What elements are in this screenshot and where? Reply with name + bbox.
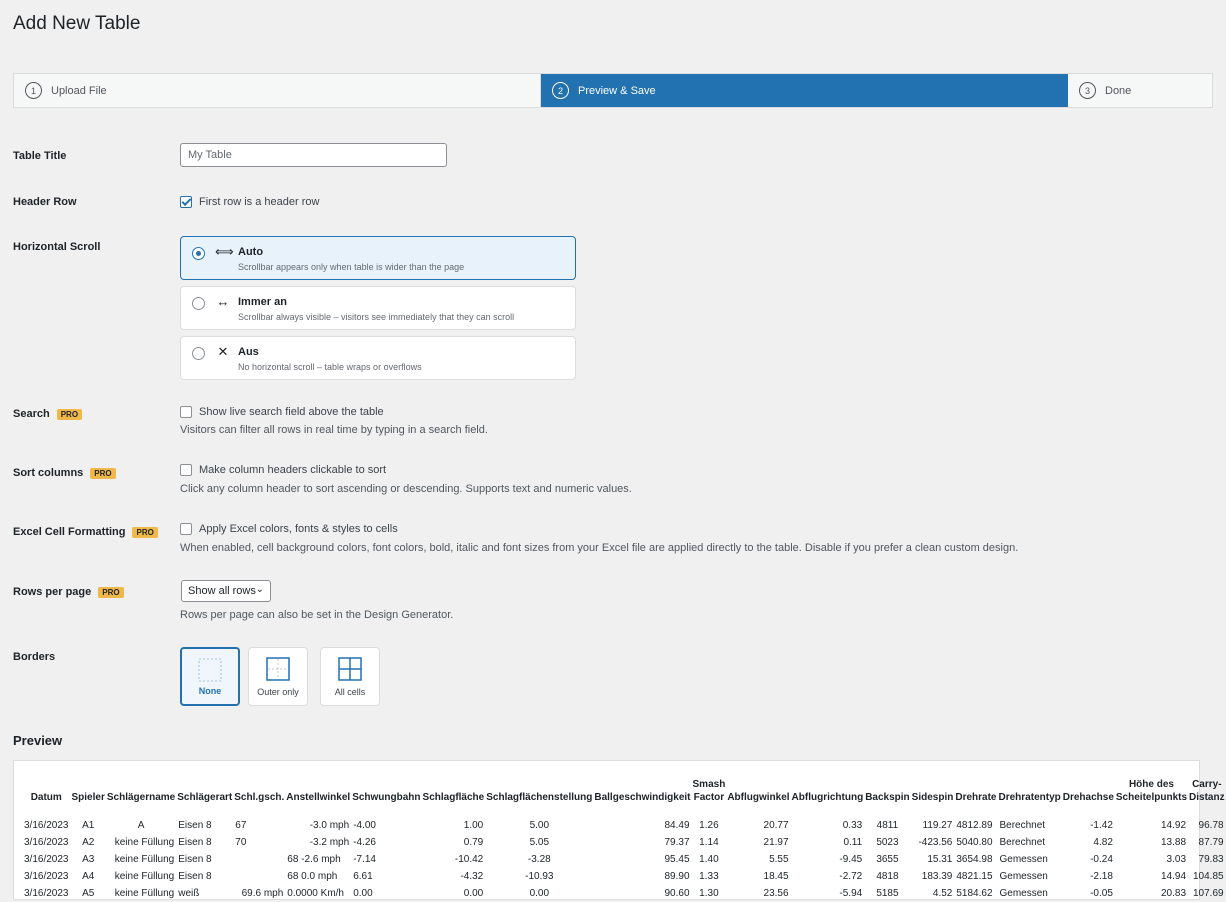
table-row <box>22 851 1226 868</box>
table-cell: Berechnet <box>999 820 1046 831</box>
table-cell: 20.83 <box>1160 888 1187 899</box>
table-cell: 79.37 <box>664 837 690 848</box>
scroll-option-auto[interactable] <box>180 236 576 280</box>
excel-checkbox-row[interactable] <box>180 523 398 535</box>
table-cell: 0.00 <box>463 888 484 899</box>
horizontal-double-arrow-icon: ⟺ <box>215 244 234 259</box>
table-cell: Gemessen <box>999 854 1048 865</box>
table-cell: 3/16/2023 <box>24 837 69 848</box>
table-cell: 0.00 <box>529 888 550 899</box>
search-checkbox-label: Show live search field above the table <box>199 406 384 418</box>
table-cell: -0.05 <box>1090 888 1113 899</box>
table-cell: -3.28 <box>527 854 551 865</box>
table-cell: 3/16/2023 <box>24 820 69 831</box>
scroll-option-title: Immer an <box>238 296 287 308</box>
column-header: Spieler <box>71 792 105 803</box>
table-cell: A3 <box>82 854 95 865</box>
column-header: Ballgeschwindigkeit <box>594 792 691 803</box>
label-text: Borders <box>13 651 56 663</box>
table-cell <box>233 868 285 885</box>
table-cell: keine Füllung <box>114 837 175 848</box>
table-cell: 84.49 <box>664 820 690 831</box>
rows-per-page-select[interactable] <box>181 580 271 602</box>
table-cell: 14.92 <box>1160 820 1187 831</box>
table-cell: 67 <box>235 820 247 831</box>
table-cell: A5 <box>82 888 95 899</box>
preview-heading: Preview <box>13 733 63 748</box>
table-cell: -4.32 <box>460 871 484 882</box>
scroll-option-always[interactable] <box>180 286 576 330</box>
sort-checkbox-label: Make column headers clickable to sort <box>199 464 387 476</box>
search-checkbox[interactable] <box>180 406 192 418</box>
sort-checkbox[interactable] <box>180 464 192 476</box>
no-border-icon <box>198 658 222 682</box>
table-cell: 5.00 <box>529 820 550 831</box>
table-cell: -10.42 <box>454 854 484 865</box>
table-row <box>22 817 1226 834</box>
border-option-none[interactable] <box>180 647 240 706</box>
preview-table <box>22 778 1226 902</box>
table-row <box>22 868 1226 885</box>
chevron-down-icon: ⌄ <box>255 584 264 595</box>
excel-checkbox-label: Apply Excel colors, fonts & styles to cells <box>199 523 398 535</box>
column-header: Smash Factor <box>692 779 726 803</box>
table-cell: 1.00 <box>463 820 484 831</box>
excel-formatting-label <box>13 526 158 538</box>
table-cell: 3654.98 <box>956 854 993 865</box>
table-cell: 23.56 <box>763 888 789 899</box>
table-cell: 3/16/2023 <box>24 854 69 865</box>
pro-badge: PRO <box>132 527 157 538</box>
table-cell: 3655 <box>876 854 899 865</box>
scroll-off-radio[interactable] <box>192 347 205 360</box>
rows-per-page-help-text: Rows per page can also be set in the Design Generator. <box>180 609 454 621</box>
table-cell: -3.2 mph <box>309 837 350 848</box>
x-icon: ✕ <box>217 344 229 359</box>
table-title-label <box>13 150 66 162</box>
table-cell: -0.24 <box>1090 854 1113 865</box>
table-cell: 1.30 <box>699 888 719 899</box>
label-text: Header Row <box>13 196 77 208</box>
search-checkbox-row[interactable] <box>180 406 384 418</box>
table-cell: 183.39 <box>921 871 953 882</box>
column-header: Schlagflächenstellung <box>486 792 593 803</box>
excel-help-text: When enabled, cell background colors, font colors, bold, italic and font sizes from your Excel file are applied directly to the table. Disable if you prefer a clean custom design. <box>180 542 1019 554</box>
column-header: Drehratentyp <box>998 792 1061 803</box>
table-cell: Gemessen <box>999 888 1048 899</box>
table-cell: 13.88 <box>1160 837 1187 848</box>
table-cell: -9.45 <box>839 854 863 865</box>
table-cell: Eisen 8 <box>178 854 212 865</box>
table-title-input[interactable] <box>180 143 447 167</box>
search-label <box>13 408 82 420</box>
table-cell: 4.52 <box>932 888 953 899</box>
column-header: Drehachse <box>1062 792 1114 803</box>
pro-badge: PRO <box>57 409 82 420</box>
outer-border-icon <box>266 657 290 681</box>
table-cell: 0.33 <box>842 820 863 831</box>
table-row <box>22 885 1226 902</box>
table-cell: 104.85 <box>1192 871 1224 882</box>
pro-badge: PRO <box>90 468 115 479</box>
border-option-label: None <box>198 686 222 696</box>
table-cell: 90.60 <box>664 888 690 899</box>
excel-checkbox[interactable] <box>180 523 192 535</box>
table-cell: 14.94 <box>1160 871 1187 882</box>
table-cell: 18.45 <box>763 871 789 882</box>
table-cell: 0.11 <box>843 837 863 848</box>
table-cell: 1.26 <box>699 820 719 831</box>
select-value: Show all rows <box>188 585 256 597</box>
border-option-label: Outer only <box>257 687 299 697</box>
table-cell: 4821.15 <box>956 871 993 882</box>
table-cell: -5.94 <box>839 888 863 899</box>
table-cell: 70 <box>235 837 247 848</box>
table-cell: weiß <box>178 888 200 899</box>
table-cell: 69.6 mph <box>241 888 284 899</box>
table-cell: -3.0 mph <box>309 820 350 831</box>
search-help-text: Visitors can filter all rows in real time by typing in a search field. <box>180 424 488 436</box>
page-title: Add New Table <box>13 13 141 34</box>
border-option-all[interactable] <box>320 647 380 706</box>
scroll-option-desc: No horizontal scroll – table wraps or overflows <box>238 362 422 372</box>
table-cell: 107.69 <box>1192 888 1224 899</box>
table-cell: 1.14 <box>699 837 719 848</box>
header-row-checkbox-row[interactable] <box>180 196 319 208</box>
table-cell: Eisen 8 <box>178 837 212 848</box>
table-cell: Berechnet <box>999 837 1046 848</box>
table-cell: Eisen 8 <box>178 820 212 831</box>
column-header: Abflugrichtung <box>791 792 864 803</box>
table-cell: 89.90 <box>664 871 690 882</box>
table-cell: -4.26 <box>353 837 376 848</box>
header-row-checkbox-label: First row is a header row <box>199 196 320 208</box>
table-cell: 3/16/2023 <box>24 871 69 882</box>
table-cell: 5.05 <box>529 837 550 848</box>
scroll-option-title: Auto <box>238 246 264 258</box>
table-cell: A2 <box>82 837 95 848</box>
table-header-row <box>22 778 1226 817</box>
borders-label <box>13 651 55 663</box>
sort-columns-label <box>13 467 116 479</box>
column-header: Carry-Distanz <box>1189 779 1225 803</box>
rows-per-page-label <box>13 586 124 598</box>
table-cell: 5185 <box>876 888 899 899</box>
table-cell: 79.83 <box>1198 854 1224 865</box>
table-cell: A1 <box>82 820 95 831</box>
label-text: Rows per page <box>13 586 92 598</box>
label-text: Horizontal Scroll <box>13 241 101 253</box>
table-cell: -2.72 <box>839 871 863 882</box>
table-cell: -423.56 <box>918 837 953 848</box>
table-cell: keine Füllung <box>114 888 175 899</box>
step-label: Upload File <box>51 84 107 97</box>
table-cell: -1.42 <box>1090 820 1113 831</box>
table-cell: A4 <box>82 871 95 882</box>
scroll-option-desc: Scrollbar appears only when table is wider than the page <box>238 262 465 272</box>
table-cell: -4.00 <box>353 820 376 831</box>
column-header: Sidespin <box>911 792 954 803</box>
sort-help-text: Click any column header to sort ascending or descending. Supports text and numeric values. <box>180 483 632 495</box>
table-cell: 4.82 <box>1093 837 1113 848</box>
column-header: Schlagfläche <box>422 792 485 803</box>
table-cell: 0.79 <box>463 837 484 848</box>
border-option-label: All cells <box>334 687 366 697</box>
sort-checkbox-row[interactable] <box>180 464 386 476</box>
pro-badge: PRO <box>98 587 123 598</box>
header-row-label <box>13 196 77 208</box>
table-cell: 20.77 <box>763 820 789 831</box>
table-cell: 96.78 <box>1198 820 1224 831</box>
table-cell: keine Füllung <box>114 854 175 865</box>
table-cell: 6.61 <box>353 871 373 882</box>
table-cell: 21.97 <box>763 837 789 848</box>
table-cell: 1.33 <box>699 871 719 882</box>
table-cell: keine Füllung <box>114 871 175 882</box>
table-cell: -2.18 <box>1090 871 1113 882</box>
table-cell: -10.93 <box>525 871 554 882</box>
table-cell: Gemessen <box>999 871 1048 882</box>
table-cell: 1.40 <box>699 854 719 865</box>
step-number: 1 <box>25 82 42 99</box>
scroll-always-radio[interactable] <box>192 297 205 310</box>
table-cell: 15.31 <box>927 854 953 865</box>
scroll-option-desc: Scrollbar always visible – visitors see immediately that they can scroll <box>238 312 515 322</box>
horizontal-scroll-label <box>13 241 100 253</box>
column-header: Drehrate <box>955 792 997 803</box>
step-upload-file[interactable] <box>14 74 541 107</box>
label-text: Excel Cell Formatting <box>13 526 126 538</box>
table-cell: 119.27 <box>922 820 953 831</box>
table-cell: 5184.62 <box>956 888 993 899</box>
column-header: Anstellwinkel <box>286 792 351 803</box>
table-row <box>22 834 1226 851</box>
table-cell: 3.03 <box>1166 854 1187 865</box>
wizard-stepper <box>13 73 1213 108</box>
table-cell: 4811 <box>876 820 899 831</box>
table-cell: 95.45 <box>664 854 690 865</box>
column-header: Datum <box>30 792 62 803</box>
table-cell: 68 0.0 mph <box>287 871 338 882</box>
table-cell: 0.0000 Km/h <box>287 888 344 899</box>
table-cell: 68 -2.6 mph <box>287 854 341 865</box>
column-header: Abflugwinkel <box>727 792 790 803</box>
table-cell: A <box>137 820 145 831</box>
column-header: Backspin <box>865 792 910 803</box>
preview-table-container[interactable] <box>13 760 1225 900</box>
column-header: Schlägerart <box>177 792 233 803</box>
step-preview-save[interactable] <box>541 74 1068 107</box>
table-cell: 5.55 <box>769 854 789 865</box>
table-cell: 5023 <box>876 837 899 848</box>
table-cell: 4818 <box>876 871 899 882</box>
scroll-auto-radio[interactable] <box>192 247 205 260</box>
table-cell: 87.79 <box>1198 837 1224 848</box>
column-header: Schwungbahn <box>352 792 421 803</box>
border-option-outer[interactable] <box>248 647 308 706</box>
step-done[interactable] <box>1068 74 1212 107</box>
step-number: 3 <box>1079 82 1096 99</box>
label-text: Sort columns <box>13 467 84 479</box>
column-header: Schl.gsch. <box>234 792 285 803</box>
table-cell: 4812.89 <box>956 820 993 831</box>
table-cell: -7.14 <box>353 854 376 865</box>
scroll-option-off[interactable] <box>180 336 576 380</box>
header-row-checkbox[interactable] <box>180 196 192 208</box>
column-header: Höhe des Scheitelpunkts <box>1115 779 1188 803</box>
label-text: Table Title <box>13 150 67 162</box>
column-header: Schlägername <box>106 792 176 803</box>
left-right-arrow-icon: ↔ <box>216 294 230 309</box>
table-cell <box>233 851 285 868</box>
step-label: Done <box>1105 84 1132 97</box>
label-text: Search <box>13 408 50 420</box>
table-cell: 3/16/2023 <box>24 888 69 899</box>
table-cell: Eisen 8 <box>178 871 212 882</box>
step-label: Preview & Save <box>578 84 656 97</box>
scroll-option-title: Aus <box>238 346 259 358</box>
all-borders-icon <box>338 657 362 681</box>
table-cell: 0.00 <box>353 888 373 899</box>
table-cell: 5040.80 <box>956 837 993 848</box>
step-number: 2 <box>552 82 569 99</box>
